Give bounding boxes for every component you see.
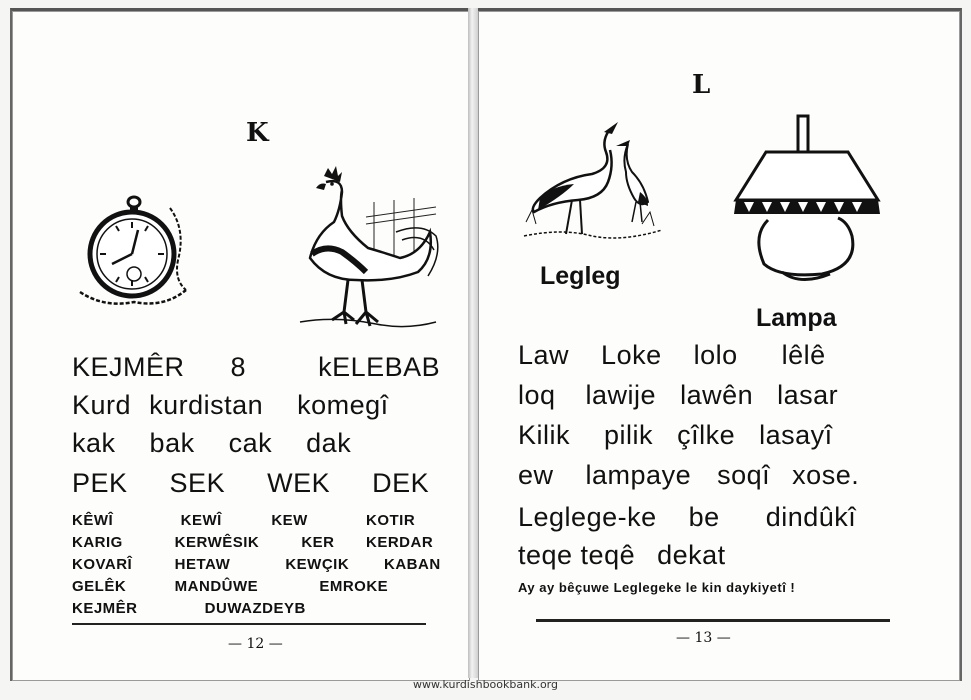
word: lêlê (781, 340, 826, 370)
word: kak (72, 428, 116, 458)
word: kurdistan (149, 390, 264, 420)
word: KARIG (72, 534, 123, 551)
left-small-line-5 (72, 600, 306, 617)
word: MANDÛWE (174, 578, 259, 595)
word: lawên (680, 380, 754, 410)
word: KABAN (384, 556, 441, 573)
word: KEWÎ (180, 512, 222, 529)
book-gutter (468, 8, 478, 678)
right-page-rule (536, 619, 890, 622)
word: KEWÇIK (285, 556, 350, 573)
word: cak (228, 428, 273, 458)
footer-url: www.kurdishbookbank.org (413, 678, 558, 691)
word: KOVARÎ (72, 556, 133, 573)
right-line-5 (518, 502, 856, 533)
word: HETAW (174, 556, 231, 573)
word: xose. (792, 460, 860, 490)
word: ew (518, 460, 554, 490)
word: KERWÊSIK (174, 534, 260, 551)
word: KEJMÊR (72, 600, 138, 617)
left-small-line-3 (72, 556, 441, 573)
pocket-watch-illustration (74, 190, 190, 310)
word: DUWAZDEYB (204, 600, 306, 617)
right-line-3 (518, 420, 833, 451)
word: SEK (169, 468, 226, 498)
word: lasar (777, 380, 839, 410)
word: lolo (693, 340, 738, 370)
left-line-3 (72, 428, 351, 459)
word: KÊWÎ (72, 512, 114, 529)
word: Leglege-ke (518, 502, 657, 532)
word: WEK (267, 468, 331, 498)
word: dak (306, 428, 352, 458)
word: PEK (72, 468, 128, 498)
right-line-2 (518, 380, 838, 411)
word: çîlke (677, 420, 736, 450)
word: lampaye (585, 460, 692, 490)
word: lasayî (759, 420, 833, 450)
left-page-letter: K (246, 118, 269, 148)
right-small-line: Ay ay bêçuwe Leglegeke le kin daykiyetî ! (518, 580, 796, 595)
left-page-number: — 12 — (228, 636, 283, 652)
left-line-4 (72, 468, 429, 499)
right-line-6 (518, 540, 726, 571)
word: soqî (717, 460, 771, 490)
word: bak (149, 428, 195, 458)
rooster-illustration (296, 162, 446, 340)
word: KEW (271, 512, 308, 529)
right-page-letter: L (692, 70, 711, 100)
word: dekat (657, 540, 726, 570)
word: KER (301, 534, 335, 551)
word: KOTIR (366, 512, 416, 529)
lamp-illustration (730, 114, 884, 290)
word: KERDAR (366, 534, 434, 551)
word: teqe teqê (518, 540, 636, 570)
left-page-rule (72, 623, 426, 625)
left-small-line-2 (72, 534, 433, 551)
right-line-4 (518, 460, 859, 491)
word: komegî (297, 390, 389, 420)
word: pilik (604, 420, 654, 450)
word: DEK (372, 468, 430, 498)
word: Law (518, 340, 570, 370)
word: loq (518, 380, 556, 410)
left-small-line-4 (72, 578, 388, 595)
word: GELÊK (72, 578, 127, 595)
word: EMROKE (319, 578, 389, 595)
word: KEJMÊR 8 (72, 352, 247, 382)
right-page-number: — 13 — (676, 630, 731, 646)
storks-illustration (522, 112, 664, 242)
word: Loke (601, 340, 662, 370)
left-small-line-1 (72, 512, 415, 529)
word: be (688, 502, 720, 532)
left-line-2 (72, 390, 389, 421)
word: kELEBAB (318, 352, 441, 382)
word: lawije (585, 380, 657, 410)
right-line-1 (518, 340, 826, 371)
bird-caption: Legleg (540, 262, 621, 290)
lamp-caption: Lampa (756, 304, 837, 332)
word: Kilik (518, 420, 571, 450)
word: dindûkî (765, 502, 857, 532)
left-line-1 (72, 352, 440, 383)
word: Kurd (72, 390, 132, 420)
